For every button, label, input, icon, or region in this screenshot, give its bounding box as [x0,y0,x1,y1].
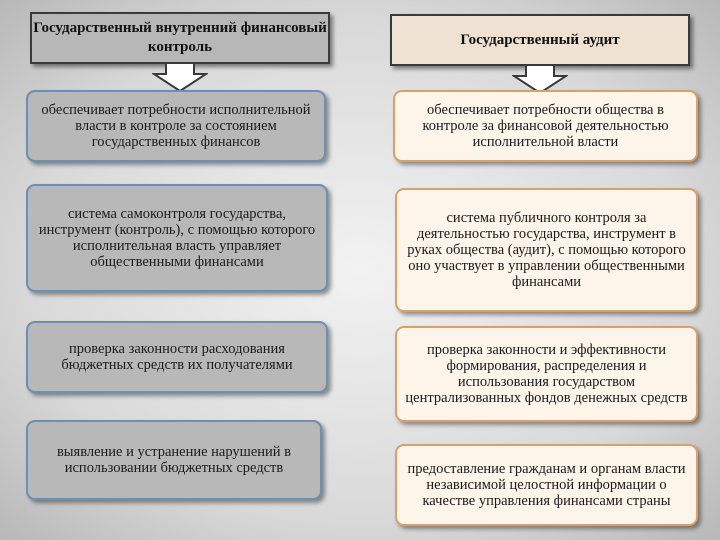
right-item-box [395,188,698,312]
right-column-header [390,14,690,66]
left-down-arrow-icon [152,62,208,92]
left-item-box [26,184,328,292]
left-item-box [26,420,322,500]
right-column-title: Государственный аудит [460,31,620,48]
right-item-text: проверка законности и эффективности формирования, распределения и использования государством централизованных фондов денежных средств [405,342,688,406]
right-item-text: предоставление гражданам и органам власти независимой целостной информации о качестве управления финансами страны [407,461,686,509]
left-item-box [26,90,326,162]
left-item-text: выявление и устранение нарушений в использовании бюджетных средств [56,444,292,476]
left-column-header [30,12,330,64]
right-item-box [395,326,698,422]
left-item-text: система самоконтроля государства, инструмент (контроль), с помощью которого исполнительная власть управляет общественными финансами [38,206,316,270]
right-item-text: обеспечивает потребности общества в контроле за финансовой деятельностью исполнительной власти [422,102,669,150]
right-item-text: система публичного контроля за деятельностью государства, инструмент в руках общества (аудит), с помощью которого оно участвует в управлении общественными финансами [407,210,686,290]
left-column-title: Государственный внутренний финансовый контроль [33,20,327,55]
right-item-box [395,444,698,526]
left-item-box [26,321,328,393]
left-item-text: обеспечивает потребности исполнительной власти в контроле за состоянием государственных финансов [41,102,311,150]
left-item-text: проверка законности расходования бюджетных средств их получателями [61,341,293,373]
right-item-box [393,90,698,162]
